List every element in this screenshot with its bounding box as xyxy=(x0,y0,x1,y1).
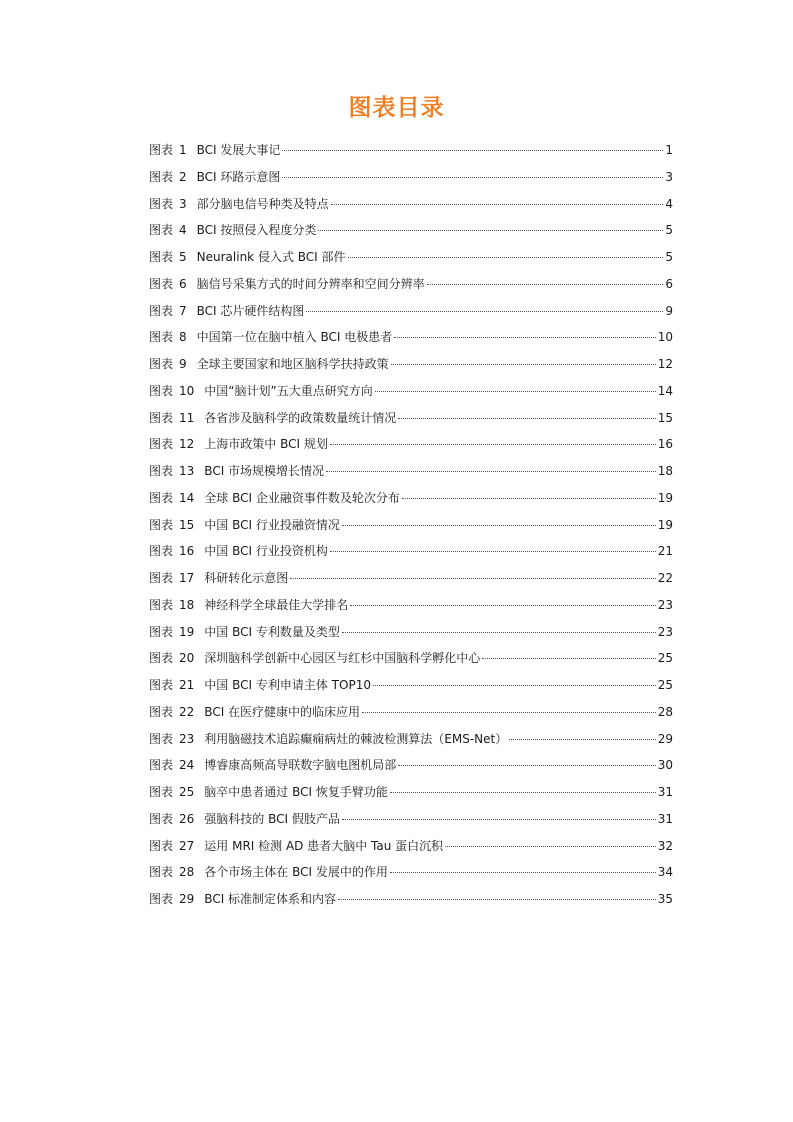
toc-entry-title: 中国 BCI 专利申请主体 TOP10 xyxy=(204,678,371,692)
toc-entry-number: 7 xyxy=(179,303,187,318)
toc-entry-number: 10 xyxy=(179,383,195,398)
toc-entry-number: 9 xyxy=(179,357,187,371)
toc-entry-label: 图表 xyxy=(149,785,174,799)
toc-entry-title: 上海市政策中 BCI 规划 xyxy=(204,437,328,452)
toc-entry-title: 利用脑磁技术追踪癫痫病灶的棘波检测算法（EMS-Net） xyxy=(204,731,508,746)
toc-entry[interactable] xyxy=(149,244,673,271)
toc-entry-number: 20 xyxy=(179,651,195,666)
toc-entry[interactable] xyxy=(149,859,673,886)
toc-entry-label: 图表 xyxy=(149,597,174,612)
toc-entry-label: 图表 xyxy=(149,303,174,318)
toc-entry-label: 图表 xyxy=(149,651,174,666)
toc-entry-label: 图表 xyxy=(149,410,174,425)
dot-leader xyxy=(330,443,656,445)
toc-entry-label: 图表 xyxy=(149,330,174,345)
toc-entry-page: 10 xyxy=(657,330,673,345)
toc-entry[interactable] xyxy=(149,833,673,860)
dot-leader xyxy=(338,898,656,900)
toc-entry-page: 12 xyxy=(657,357,673,371)
toc-entry-number: 22 xyxy=(179,704,195,719)
toc-entry[interactable] xyxy=(149,324,673,351)
toc-entry-number: 3 xyxy=(179,196,187,211)
toc-entry-label: 图表 xyxy=(149,517,174,532)
toc-entry-page: 6 xyxy=(665,276,673,291)
dot-leader xyxy=(373,684,656,686)
toc-entry-number: 12 xyxy=(179,437,195,452)
toc-entry-title: 中国 BCI 专利数量及类型 xyxy=(204,624,340,639)
toc-entry[interactable] xyxy=(149,699,673,726)
toc-entry-number: 15 xyxy=(179,517,195,532)
toc-entry-page: 5 xyxy=(665,223,673,238)
toc-entry-label: 图表 xyxy=(149,571,174,585)
toc-entry-page: 29 xyxy=(657,731,673,746)
dot-leader xyxy=(398,417,655,419)
toc-entry[interactable] xyxy=(149,886,673,913)
toc-entry[interactable] xyxy=(149,752,673,779)
toc-entry[interactable] xyxy=(149,592,673,619)
dot-leader xyxy=(445,845,656,847)
dot-leader xyxy=(509,738,655,740)
dot-leader xyxy=(362,711,656,713)
toc-entry-title: 强脑科技的 BCI 假肢产品 xyxy=(204,811,340,826)
dot-leader xyxy=(290,577,655,579)
toc-entry-page: 31 xyxy=(657,785,673,799)
toc-entry-page: 23 xyxy=(657,597,673,612)
toc-entry-title: BCI 芯片硬件结构图 xyxy=(196,303,305,318)
toc-entry[interactable] xyxy=(149,538,673,565)
toc-entry-page: 18 xyxy=(657,464,673,478)
toc-entry-number: 28 xyxy=(179,865,195,880)
toc-entry-label: 图表 xyxy=(149,892,174,906)
toc-entry-page: 15 xyxy=(657,410,673,425)
toc-entry[interactable] xyxy=(149,806,673,833)
toc-entry-title: 各省涉及脑科学的政策数量统计情况 xyxy=(204,410,397,425)
toc-entry[interactable] xyxy=(149,512,673,539)
toc-entry-number: 1 xyxy=(179,143,187,157)
toc-entry-number: 2 xyxy=(179,169,187,184)
toc-entry-title: 各个市场主体在 BCI 发展中的作用 xyxy=(204,865,388,880)
toc-entry-label: 图表 xyxy=(149,624,174,639)
toc-entry-label: 图表 xyxy=(149,758,174,773)
toc-entry-number: 29 xyxy=(179,892,195,906)
toc-entry-title: 博睿康高频高导联数字脑电图机局部 xyxy=(204,758,397,773)
toc-entry-title: 神经科学全球最佳大学排名 xyxy=(204,597,349,612)
toc-entry-label: 图表 xyxy=(149,437,174,452)
toc-entry-title: 中国第一位在脑中植入 BCI 电极患者 xyxy=(196,330,393,345)
toc-entry-number: 26 xyxy=(179,811,195,826)
toc-entry-number: 17 xyxy=(179,571,195,585)
toc-entry-page: 9 xyxy=(665,303,673,318)
toc-entry[interactable] xyxy=(149,351,673,378)
toc-entry-title: 运用 MRI 检测 AD 患者大脑中 Tau 蛋白沉积 xyxy=(204,838,444,853)
toc-entry-page: 14 xyxy=(657,383,673,398)
toc-entry-number: 4 xyxy=(179,223,187,238)
dot-leader xyxy=(342,631,656,633)
toc-entry[interactable] xyxy=(149,164,673,191)
dot-leader xyxy=(402,497,656,499)
toc-entry-label: 图表 xyxy=(149,490,174,505)
toc-entry-label: 图表 xyxy=(149,678,174,692)
toc-entry-title: BCI 在医疗健康中的临床应用 xyxy=(204,704,361,719)
dot-leader xyxy=(330,550,656,552)
toc-entry-page: 5 xyxy=(665,250,673,264)
toc-entry-label: 图表 xyxy=(149,811,174,826)
toc-entry[interactable] xyxy=(149,645,673,672)
toc-entry-page: 1 xyxy=(665,143,673,157)
toc-entry[interactable] xyxy=(149,726,673,753)
toc-entry-title: 中国 BCI 行业投融资情况 xyxy=(204,517,340,532)
toc-entry-label: 图表 xyxy=(149,169,174,184)
toc-entry-label: 图表 xyxy=(149,143,174,157)
toc-entry[interactable] xyxy=(149,779,673,806)
toc-entry[interactable] xyxy=(149,271,673,298)
dot-leader xyxy=(318,229,663,231)
dot-leader xyxy=(342,818,656,820)
dot-leader xyxy=(306,310,663,312)
dot-leader xyxy=(390,791,656,793)
toc-entry-label: 图表 xyxy=(149,223,174,238)
toc-entry-title: 中国 BCI 行业投资机构 xyxy=(204,544,328,559)
toc-entry-title: Neuralink 侵入式 BCI 部件 xyxy=(196,250,346,264)
toc-entry-number: 24 xyxy=(179,758,195,773)
toc-entry-number: 25 xyxy=(179,785,195,799)
toc-entry[interactable] xyxy=(149,405,673,432)
toc-entry-page: 25 xyxy=(657,678,673,692)
toc-entry-page: 31 xyxy=(657,811,673,826)
toc-entry[interactable] xyxy=(149,431,673,458)
toc-entry-label: 图表 xyxy=(149,704,174,719)
toc-entry-page: 19 xyxy=(657,517,673,532)
toc-entry-title: 全球主要国家和地区脑科学扶持政策 xyxy=(196,357,389,371)
toc-entry-label: 图表 xyxy=(149,276,174,291)
toc-entry-number: 18 xyxy=(179,597,195,612)
dot-leader xyxy=(350,604,655,606)
toc-entry-number: 13 xyxy=(179,464,195,478)
dot-leader xyxy=(342,524,656,526)
toc-entry-page: 28 xyxy=(657,704,673,719)
toc-entry-number: 16 xyxy=(179,544,195,559)
toc-entry-number: 8 xyxy=(179,330,187,345)
toc-entry-number: 11 xyxy=(179,410,195,425)
toc-entry-page: 25 xyxy=(657,651,673,666)
toc-entry-page: 34 xyxy=(657,865,673,880)
toc-entry-page: 32 xyxy=(657,838,673,853)
dot-leader xyxy=(348,256,664,258)
toc-entry-title: BCI 环路示意图 xyxy=(196,169,281,184)
toc-entry-number: 21 xyxy=(179,678,195,692)
toc-entry-number: 6 xyxy=(179,276,187,291)
page-title: 图表目录 xyxy=(348,95,445,121)
toc-entry[interactable] xyxy=(149,619,673,646)
toc-entry[interactable] xyxy=(149,458,673,485)
toc-entry-label: 图表 xyxy=(149,383,174,398)
toc-entry-page: 3 xyxy=(665,169,673,184)
toc-entry-page: 23 xyxy=(657,624,673,639)
figure-list xyxy=(149,137,673,913)
toc-entry-number: 5 xyxy=(179,250,187,264)
dot-leader xyxy=(394,336,655,338)
dot-leader xyxy=(331,203,664,205)
toc-entry-page: 35 xyxy=(657,892,673,906)
dot-leader xyxy=(391,363,656,365)
toc-entry-number: 19 xyxy=(179,624,195,639)
dot-leader xyxy=(282,149,663,151)
toc-entry-label: 图表 xyxy=(149,731,174,746)
toc-entry-title: BCI 市场规模增长情况 xyxy=(204,464,325,478)
toc-entry[interactable] xyxy=(149,672,673,699)
dot-leader xyxy=(326,470,656,472)
toc-entry-title: BCI 标准制定体系和内容 xyxy=(204,892,337,906)
toc-entry-title: 脑卒中患者通过 BCI 恢复手臂功能 xyxy=(204,785,388,799)
toc-entry-number: 23 xyxy=(179,731,195,746)
toc-entry-page: 21 xyxy=(657,544,673,559)
toc-entry-title: 深圳脑科学创新中心园区与红杉中国脑科学孵化中心 xyxy=(204,651,481,666)
toc-entry-title: 科研转化示意图 xyxy=(204,571,289,585)
toc-entry-label: 图表 xyxy=(149,544,174,559)
toc-entry-page: 22 xyxy=(657,571,673,585)
toc-entry-number: 14 xyxy=(179,490,195,505)
toc-entry[interactable] xyxy=(149,485,673,512)
toc-entry[interactable] xyxy=(149,191,673,218)
dot-leader xyxy=(482,657,655,659)
dot-leader xyxy=(427,283,664,285)
toc-entry-title: 中国“脑计划”五大重点研究方向 xyxy=(204,383,373,398)
toc-entry-label: 图表 xyxy=(149,196,174,211)
toc-entry-title: BCI 发展大事记 xyxy=(196,143,281,157)
dot-leader xyxy=(375,390,656,392)
toc-entry[interactable] xyxy=(149,565,673,592)
toc-entry-title: 全球 BCI 企业融资事件数及轮次分布 xyxy=(204,490,400,505)
toc-entry-label: 图表 xyxy=(149,250,174,264)
toc-entry-label: 图表 xyxy=(149,865,174,880)
toc-entry[interactable] xyxy=(149,137,673,164)
toc-entry-title: 部分脑电信号种类及特点 xyxy=(196,196,329,211)
toc-entry-title: BCI 按照侵入程度分类 xyxy=(196,223,317,238)
toc-entry[interactable] xyxy=(149,378,673,405)
toc-entry-page: 16 xyxy=(657,437,673,452)
dot-leader xyxy=(398,764,655,766)
toc-entry-number: 27 xyxy=(179,838,195,853)
dot-leader xyxy=(282,176,663,178)
toc-entry-page: 19 xyxy=(657,490,673,505)
toc-entry-title: 脑信号采集方式的时间分辨率和空间分辨率 xyxy=(196,276,425,291)
toc-entry-label: 图表 xyxy=(149,464,174,478)
toc-entry-label: 图表 xyxy=(149,838,174,853)
toc-entry-label: 图表 xyxy=(149,357,174,371)
toc-entry[interactable] xyxy=(149,217,673,244)
toc-entry-page: 30 xyxy=(657,758,673,773)
toc-entry-page: 4 xyxy=(665,196,673,211)
dot-leader xyxy=(390,871,656,873)
toc-entry[interactable] xyxy=(149,298,673,325)
